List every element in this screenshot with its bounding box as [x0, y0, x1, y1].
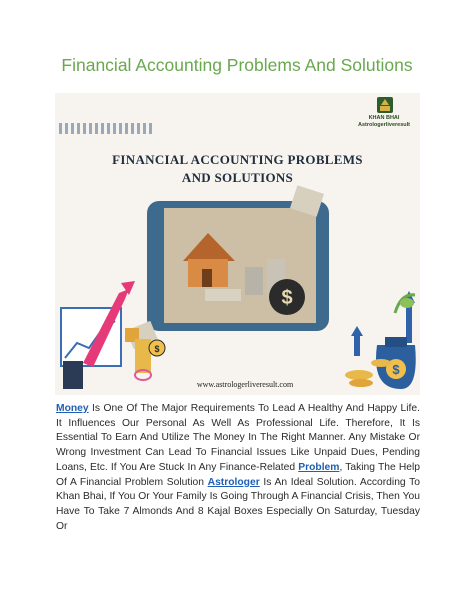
tablet-icon: [126, 185, 329, 349]
svg-text:$: $: [154, 344, 160, 354]
banner-url: www.astrologerliveresult.com: [196, 380, 294, 389]
money-link[interactable]: Money: [56, 403, 89, 414]
body-paragraph: [56, 402, 420, 534]
paragraph-text-2: , Taking The Help Of A Financial Problem Solution: [56, 461, 420, 488]
svg-text:$: $: [281, 287, 293, 309]
banner-heading-line2: AND SOLUTIONS: [181, 170, 294, 185]
money-bag-icon: [345, 291, 416, 389]
page-title: Financial Accounting Problems And Solutions: [61, 55, 413, 75]
brand-logo: [353, 97, 415, 129]
banner-heading: [55, 151, 420, 187]
banner-illustration: [55, 93, 420, 395]
decorative-stripes: [59, 123, 152, 134]
paragraph-text-1: Is One Of The Major Requirements To Lead A Healthy And Happy Life. It Influences Our Personal As Well As Professional Life. Therefore, It Is Essential To Earn And Utilize The Money In The Right Manner. Any Mistake Or Wrong Investment Can Lead To Financial Issues Like Unpaid Dues, Pending Loans, Etc. If You Are Stuck In Any Finance-Related: [56, 403, 420, 473]
problem-link[interactable]: Problem: [298, 461, 340, 473]
logo-site: Astrologerliveresult: [358, 121, 410, 128]
paragraph-text-3: Is An Ideal Solution. According To Khan Bhai, If You Or Your Family Is Going Through A Financial Crisis, Then You Have To Take 7 Almonds And 8 Kajal Boxes Especially On Saturday, Tuesday Or: [56, 476, 420, 532]
astrologer-link[interactable]: Astrologer: [207, 476, 260, 488]
banner-heading-line1: FINANCIAL ACCOUNTING PROBLEMS: [112, 152, 363, 167]
hero-banner: [55, 93, 420, 395]
svg-text:$: $: [392, 362, 400, 377]
logo-name: KHAN BHAI: [368, 115, 400, 121]
